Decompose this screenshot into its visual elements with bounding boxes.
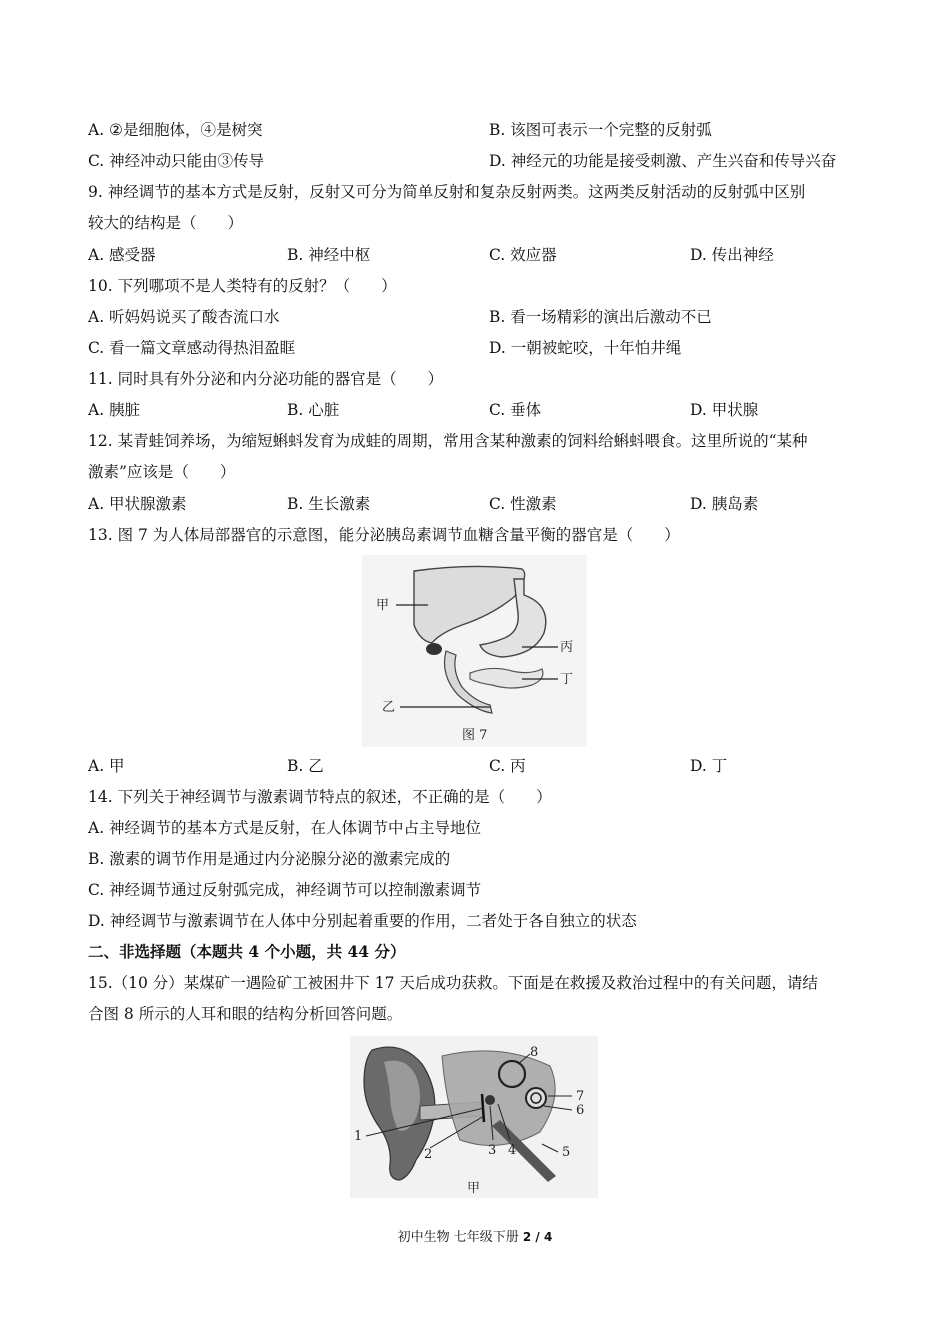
- footer-subject: 初中生物 七年级下册: [397, 1230, 523, 1245]
- figure-7-caption: 图 7: [462, 728, 488, 743]
- q12-option-c: C. 性激素: [489, 495, 557, 513]
- q13-stem: 13. 图 7 为人体局部器官的示意图，能分泌胰岛素调节血糖含量平衡的器官是（ ）: [88, 526, 680, 544]
- q12-option-d: D. 胰岛素: [690, 495, 759, 513]
- page-footer: [0, 1226, 950, 1245]
- q12-option-b: B. 生长激素: [287, 495, 371, 513]
- q14-stem: 14. 下列关于神经调节与激素调节特点的叙述，不正确的是（ ）: [88, 788, 552, 806]
- q9-option-c: C. 效应器: [489, 246, 557, 264]
- label-7: 7: [576, 1089, 585, 1104]
- footer-page-number: 2 / 4: [522, 1230, 553, 1244]
- q10-stem: 10. 下列哪项不是人类特有的反射？（ ）: [88, 277, 397, 295]
- q11-option-d: D. 甲状腺: [690, 401, 759, 419]
- q13-option-c: C. 丙: [489, 757, 526, 775]
- digestive-organs-figure: [362, 555, 587, 747]
- figure-jia-caption: 甲: [467, 1181, 481, 1196]
- q14-option-b: B. 激素的调节作用是通过内分泌腺分泌的激素完成的: [88, 850, 451, 868]
- label-5: 5: [562, 1145, 571, 1160]
- q9-option-d: D. 传出神经: [690, 246, 774, 264]
- q10-option-b: B. 看一场精彩的演出后激动不已: [489, 308, 712, 326]
- q10-option-d: D. 一朝被蛇咬，十年怕井绳: [489, 339, 682, 357]
- q9-option-b: B. 神经中枢: [287, 246, 371, 264]
- cochlea-shape: [526, 1088, 546, 1108]
- q15-stem-line2: 合图 8 所示的人耳和眼的结构分析回答问题。: [88, 1005, 403, 1023]
- q8-option-b: B. 该图可表示一个完整的反射弧: [489, 121, 712, 139]
- q14-option-c: C. 神经调节通过反射弧完成，神经调节可以控制激素调节: [88, 881, 482, 899]
- q13-option-b: B. 乙: [287, 757, 324, 775]
- q11-option-a: A. 胰脏: [88, 401, 141, 419]
- ear-structure-figure: [350, 1036, 598, 1198]
- q13-option-d: D. 丁: [690, 757, 728, 775]
- q15-stem-line1: 15.（10 分）某煤矿一遇险矿工被困井下 17 天后成功获救。下面是在救援及救治过程中的有关问题，请结: [88, 974, 818, 992]
- label-4: 4: [508, 1143, 517, 1158]
- q10-option-a: A. 听妈妈说买了酸杏流口水: [88, 308, 280, 326]
- q8-option-d: D. 神经元的功能是接受刺激、产生兴奋和传导兴奋: [489, 152, 837, 170]
- gallbladder-shape: [426, 643, 442, 655]
- q11-stem: 11. 同时具有外分泌和内分泌功能的器官是（ ）: [88, 370, 444, 388]
- q14-option-d: D. 神经调节与激素调节在人体中分别起着重要的作用，二者处于各自独立的状态: [88, 912, 637, 930]
- label-bing: 丙: [560, 640, 574, 655]
- ossicles-shape: [485, 1095, 495, 1105]
- label-2: 2: [424, 1147, 433, 1162]
- section-2-heading: 二、非选择题（本题共 4 个小题，共 44 分）: [88, 942, 406, 961]
- label-jia: 甲: [376, 598, 390, 613]
- q11-option-c: C. 垂体: [489, 401, 542, 419]
- q11-option-b: B. 心脏: [287, 401, 340, 419]
- q10-option-c: C. 看一篇文章感动得热泪盈眶: [88, 339, 296, 357]
- label-yi: 乙: [382, 700, 396, 715]
- q8-option-a: A. ②是细胞体，④是树突: [88, 121, 263, 139]
- label-6: 6: [576, 1103, 585, 1118]
- label-8: 8: [530, 1045, 539, 1060]
- q12-stem-line1: 12. 某青蛙饲养场，为缩短蝌蚪发育为成蛙的周期，常用含某种激素的饲料给蝌蚪喂食。这里所说的“某种: [88, 432, 808, 450]
- label-ding: 丁: [560, 672, 574, 687]
- q12-stem-line2: 激素”应该是（ ）: [88, 463, 236, 481]
- q13-option-a: A. 甲: [88, 757, 125, 775]
- q14-option-a: A. 神经调节的基本方式是反射，在人体调节中占主导地位: [88, 819, 482, 837]
- q9-stem-line2: 较大的结构是（ ）: [88, 214, 244, 232]
- label-1: 1: [354, 1129, 363, 1144]
- label-3: 3: [488, 1143, 497, 1158]
- q12-option-a: A. 甲状腺激素: [88, 495, 187, 513]
- q9-stem-line1: 9. 神经调节的基本方式是反射，反射又可分为简单反射和复杂反射两类。这两类反射活动的反射弧中区别: [88, 183, 806, 201]
- q9-option-a: A. 感受器: [88, 246, 156, 264]
- q8-option-c: C. 神经冲动只能由③传导: [88, 152, 265, 170]
